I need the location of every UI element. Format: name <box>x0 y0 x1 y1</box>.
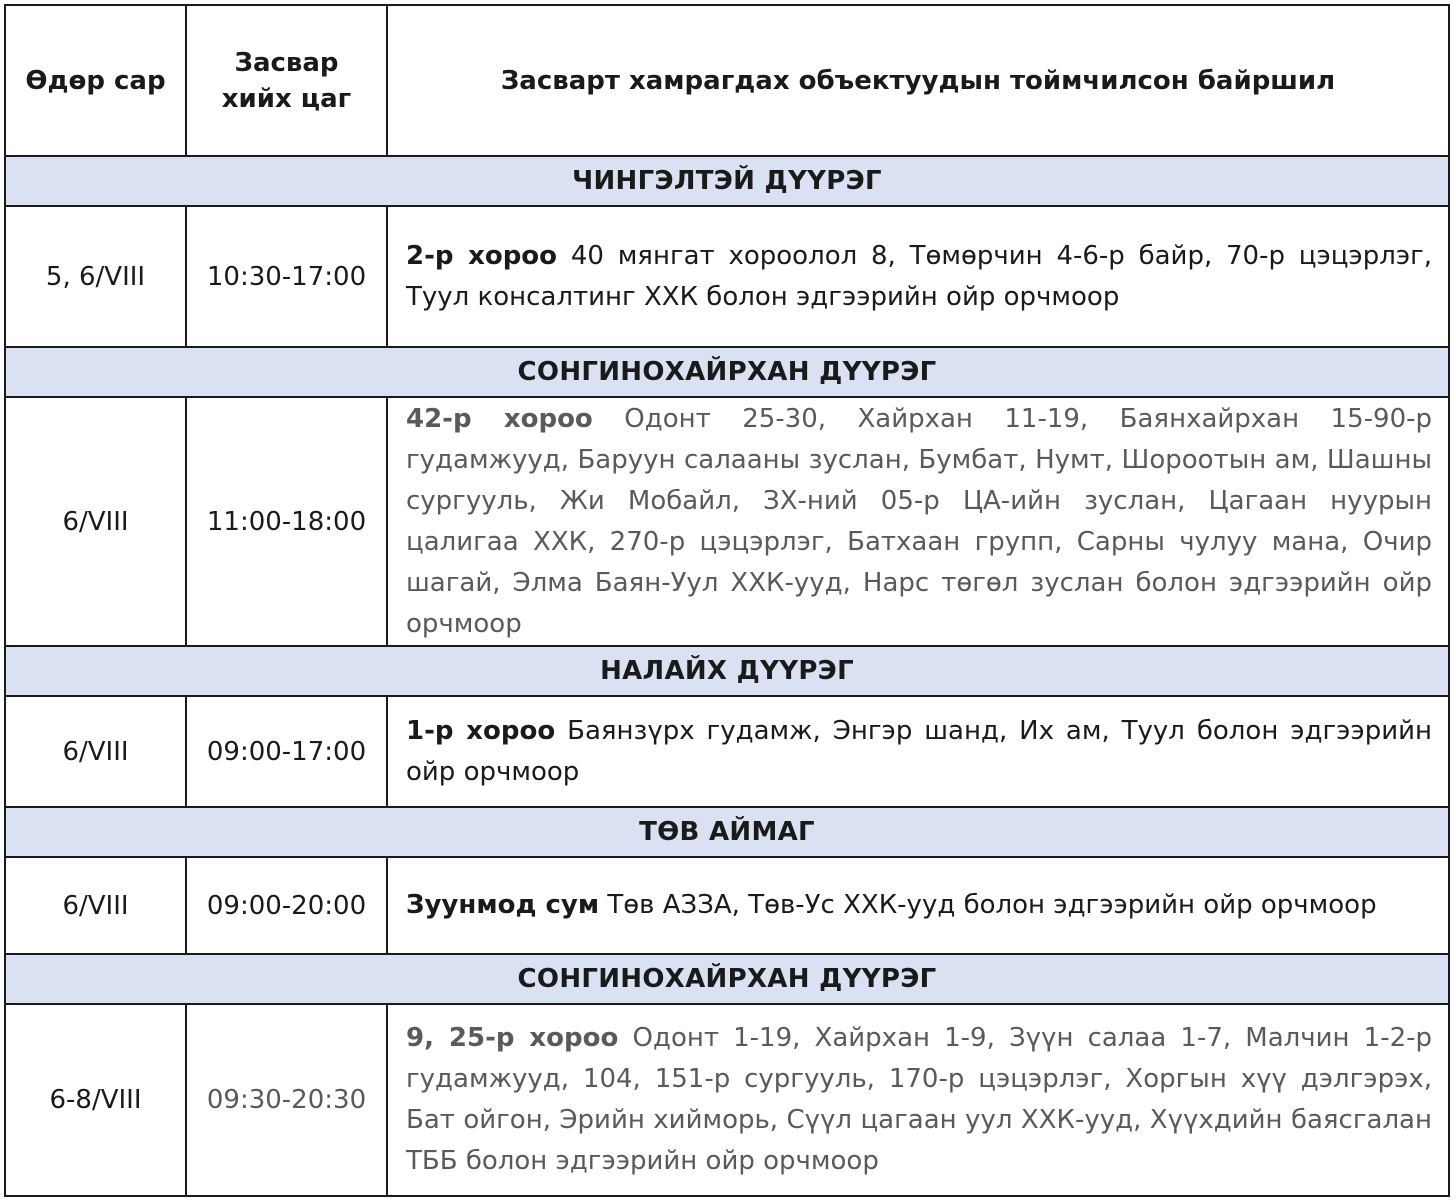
header-time-label: Засвар хийх цаг <box>221 47 352 114</box>
table-row <box>5 397 1449 646</box>
location-cell <box>387 857 1449 954</box>
time-cell: 11:00-18:00 <box>186 397 387 646</box>
location-text: Төв АЗЗА, Төв-Ус ХХК-ууд болон эдгээрийн ойр орчмоор <box>599 890 1377 920</box>
location-text: 40 мянгат хороолол 8, Төмөрчин 4-6-р байр, 70-р цэцэрлэг, Туул консалтинг ХХК болон эдгээрийн ойр орчмоор <box>406 240 1433 312</box>
khoroo-label: 9, 25-р хороо <box>406 1023 619 1053</box>
district-row <box>5 646 1449 696</box>
table-row <box>5 696 1449 807</box>
table-row <box>5 857 1449 954</box>
date-cell: 5, 6/VIII <box>5 206 186 347</box>
khoroo-label: Зуунмод сум <box>406 890 600 920</box>
location-cell <box>387 1004 1449 1196</box>
location-cell <box>387 206 1449 347</box>
khoroo-label: 2-р хороо <box>406 240 558 271</box>
header-date: Өдөр сар <box>5 5 186 156</box>
district-name: ТӨВ АЙМАГ <box>5 807 1449 857</box>
repair-schedule-table <box>4 4 1450 1197</box>
schedule-table-wrapper <box>4 4 1450 1197</box>
date-cell: 6/VIII <box>5 397 186 646</box>
district-row <box>5 807 1449 857</box>
table-header-row <box>5 5 1449 156</box>
table-row <box>5 206 1449 347</box>
district-name: НАЛАЙХ ДҮҮРЭГ <box>5 646 1449 696</box>
time-cell: 09:00-17:00 <box>186 696 387 807</box>
khoroo-label: 42-р хороо <box>406 403 593 434</box>
header-location: Засварт хамрагдах объектуудын тоймчилсон байршил <box>387 5 1449 156</box>
district-row <box>5 347 1449 397</box>
date-cell: 6/VIII <box>5 696 186 807</box>
location-text: Баянзүрх гудамж, Энгэр шанд, Их ам, Туул болон эдгээрийн ойр орчмоор <box>406 715 1432 787</box>
location-text: Одонт 1-19, Хайрхан 1-9, Зүүн салаа 1-7, Малчин 1-2-р гудамжууд, 104, 151-р сургууль, 170-р цэцэрлэг, Хоргын хүү дэлгэрэх, Бат ойгон, Эрийн хийморь, Сүүл цагаан уул ХХК-ууд, Хүүхдийн баясгалан ТББ болон эдгээрийн ойр орчмоор <box>406 1023 1433 1176</box>
district-name: СОНГИНОХАЙРХАН ДҮҮРЭГ <box>5 954 1449 1004</box>
district-name: СОНГИНОХАЙРХАН ДҮҮРЭГ <box>5 347 1449 397</box>
location-cell <box>387 397 1449 646</box>
time-cell: 09:30-20:30 <box>186 1004 387 1196</box>
khoroo-label: 1-р хороо <box>406 715 556 746</box>
district-row <box>5 954 1449 1004</box>
date-cell: 6/VIII <box>5 857 186 954</box>
header-time <box>186 5 387 156</box>
time-cell: 09:00-20:00 <box>186 857 387 954</box>
time-cell: 10:30-17:00 <box>186 206 387 347</box>
location-cell <box>387 696 1449 807</box>
district-row <box>5 156 1449 206</box>
date-cell: 6-8/VIII <box>5 1004 186 1196</box>
table-row <box>5 1004 1449 1196</box>
district-name: ЧИНГЭЛТЭЙ ДҮҮРЭГ <box>5 156 1449 206</box>
location-text: Одонт 25-30, Хайрхан 11-19, Баянхайрхан 15-90-р гудамжууд, Баруун салааны зуслан, Бумбат, Нумт, Шороотын ам, Шашны сургууль, Жи Мобайл, ЗХ-ний 05-р ЦА-ийн зуслан, Цагаан нуурын цалигаа ХХК, 270-р цэцэрлэг, Батхаан групп, Сарны чулуу мана, Очир шагай, Элма Баян-Уул ХХК-ууд, Нарс төгөл зуслан болон эдгээрийн ойр орчмоор <box>406 403 1432 639</box>
